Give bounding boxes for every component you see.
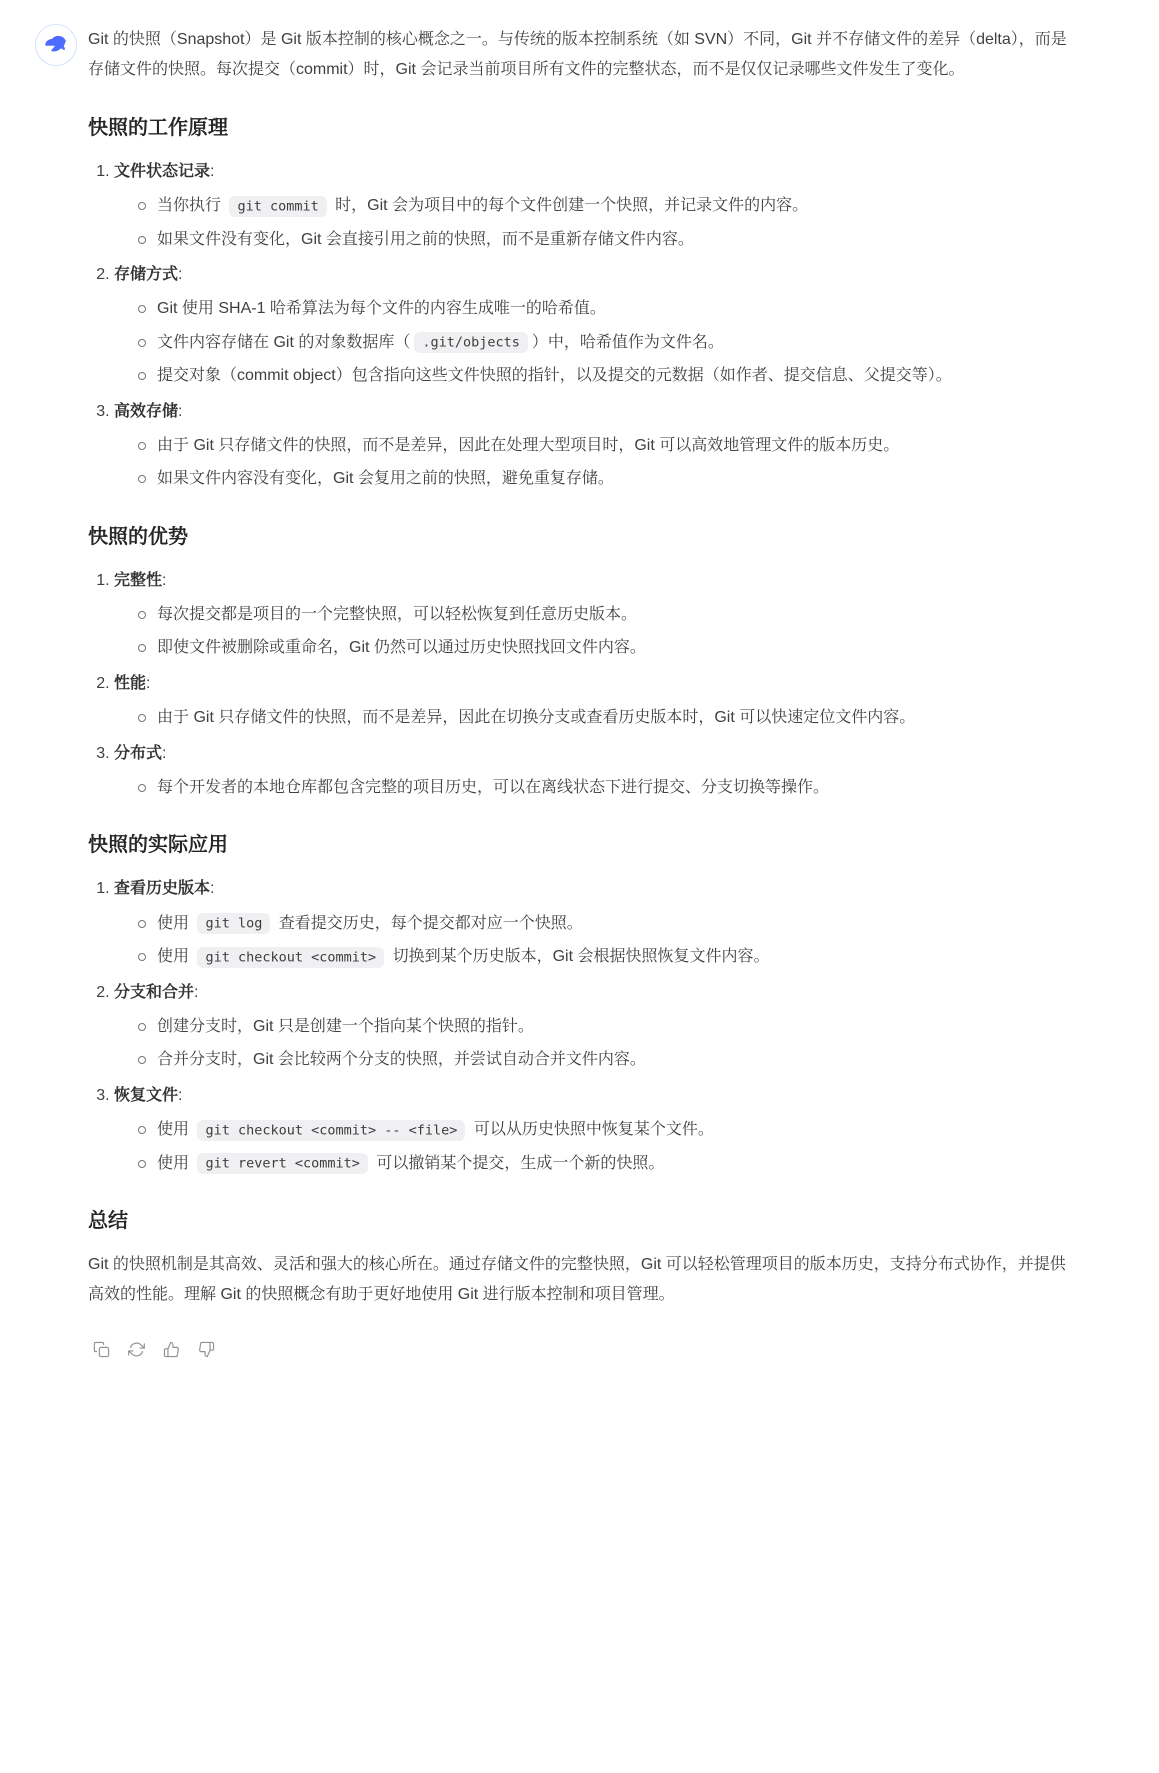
bullet-list	[114, 773, 1078, 803]
thumbs-up-icon	[163, 1341, 180, 1358]
ordered-list	[88, 874, 1078, 1179]
copy-button[interactable]	[90, 1339, 112, 1361]
bullet-list	[114, 1115, 1078, 1179]
bullet-item: 使用 git checkout <commit> 切换到某个历史版本，Git 会根据快照恢复文件内容。	[138, 942, 1078, 972]
list-item-label: 性能	[114, 674, 147, 692]
bullet-item: 每个开发者的本地仓库都包含完整的项目历史，可以在离线状态下进行提交、分支切换等操作。	[138, 773, 1078, 803]
list-item: 1. 查看历史版本: 使用 git log 查看提交历史，每个提交都对应一个快照。 使用 git checkout <commit> 切换到某个历史版本，Git 会根据快照恢复文件内容。	[114, 874, 1078, 972]
inline-code: .git/objects	[414, 332, 528, 353]
bullet-item: 创建分支时，Git 只是创建一个指向某个快照的指针。	[138, 1012, 1078, 1042]
like-button[interactable]	[160, 1339, 182, 1361]
bullet-list	[114, 703, 1078, 733]
bullet-item: 使用 git revert <commit> 可以撤销某个提交，生成一个新的快照。	[138, 1149, 1078, 1179]
bullet-item: 文件内容存储在 Git 的对象数据库（ .git/objects ）中，哈希值作为文件名。	[138, 328, 1078, 358]
bullet-item: 提交对象（commit object）包含指向这些文件快照的指针，以及提交的元数据（如作者、提交信息、父提交等）。	[138, 361, 1078, 391]
list-item: 2. 性能: 由于 Git 只存储文件的快照，而不是差异，因此在切换分支或查看历史版本时，Git 可以快速定位文件内容。	[114, 669, 1078, 734]
bullet-item: 如果文件内容没有变化，Git 会复用之前的快照，避免重复存储。	[138, 464, 1078, 494]
deepseek-whale-icon	[43, 32, 69, 58]
message-actions	[88, 1339, 1078, 1361]
bullet-item: 每次提交都是项目的一个完整快照，可以轻松恢复到任意历史版本。	[138, 600, 1078, 630]
bullet-item: 即使文件被删除或重命名，Git 仍然可以通过历史快照找回文件内容。	[138, 633, 1078, 663]
section-heading: 快照的工作原理	[88, 116, 228, 139]
message-content	[88, 22, 1078, 1361]
inline-code: git checkout <commit> -- <file>	[197, 1120, 465, 1141]
list-item: 3. 恢复文件: 使用 git checkout <commit> -- <file> 可以从历史快照中恢复某个文件。 使用 git revert <commit> 可以撤销某个提交，生成一个新的快照。	[114, 1081, 1078, 1179]
list-item-label: 分支和合并	[114, 983, 195, 1001]
list-item: 1. 完整性: 每次提交都是项目的一个完整快照，可以轻松恢复到任意历史版本。 即使文件被删除或重命名，Git 仍然可以通过历史快照找回文件内容。	[114, 566, 1078, 664]
inline-code: git commit	[229, 196, 326, 217]
list-item-label: 恢复文件	[114, 1086, 179, 1104]
inline-code: git log	[197, 913, 270, 934]
bullet-list	[114, 600, 1078, 664]
bullet-list	[114, 431, 1078, 495]
inline-code: git revert <commit>	[197, 1153, 367, 1174]
bullet-item: 由于 Git 只存储文件的快照，而不是差异，因此在切换分支或查看历史版本时，Git 可以快速定位文件内容。	[138, 703, 1078, 733]
assistant-avatar	[35, 24, 77, 66]
copy-icon	[93, 1341, 110, 1358]
ordered-list	[88, 566, 1078, 804]
regenerate-button[interactable]	[125, 1339, 147, 1361]
dislike-button[interactable]	[195, 1339, 217, 1361]
list-item-label: 查看历史版本	[114, 880, 211, 898]
bullet-list	[114, 909, 1078, 973]
list-item-label: 完整性	[114, 571, 163, 589]
bullet-list	[114, 1012, 1078, 1076]
list-item: 1. 文件状态记录: 当你执行 git commit 时，Git 会为项目中的每个文件创建一个快照，并记录文件的内容。 如果文件没有变化，Git 会直接引用之前的快照，而不是重新存储文件内容。	[114, 157, 1078, 255]
ordered-list	[88, 157, 1078, 495]
bullet-item: 使用 git log 查看提交历史，每个提交都对应一个快照。	[138, 909, 1078, 939]
bullet-item: Git 使用 SHA-1 哈希算法为每个文件的内容生成唯一的哈希值。	[138, 294, 1078, 324]
bullet-item: 使用 git checkout <commit> -- <file> 可以从历史快照中恢复某个文件。	[138, 1115, 1078, 1145]
list-item-label: 高效存储	[114, 402, 179, 420]
list-item: 3. 分布式: 每个开发者的本地仓库都包含完整的项目历史，可以在离线状态下进行提交、分支切换等操作。	[114, 739, 1078, 804]
intro-paragraph: Git 的快照（Snapshot）是 Git 版本控制的核心概念之一。与传统的版本控制系统（如 SVN）不同，Git 并不存储文件的差异（delta），而是存储文件的快照。每次提交（commit）时，Git 会记录当前项目所有文件的完整状态，而不是仅仅记录哪些文件发生了变化。	[88, 31, 1067, 79]
section-heading: 快照的优势	[88, 525, 188, 548]
bullet-item: 由于 Git 只存储文件的快照，而不是差异，因此在处理大型项目时，Git 可以高效地管理文件的版本历史。	[138, 431, 1078, 461]
thumbs-down-icon	[198, 1341, 215, 1358]
inline-code: git checkout <commit>	[197, 947, 384, 968]
regenerate-icon	[128, 1341, 145, 1358]
list-item: 2. 存储方式: Git 使用 SHA-1 哈希算法为每个文件的内容生成唯一的哈希值。 文件内容存储在 Git 的对象数据库（ .git/objects ）中，哈希值作为文件名。 提交对象（commit object）包含指向这些文件快照的指针，以及提交的元数据（如作者、提交信息、父提交等）。	[114, 260, 1078, 392]
bullet-item: 合并分支时，Git 会比较两个分支的快照，并尝试自动合并文件内容。	[138, 1045, 1078, 1075]
list-item: 3. 高效存储: 由于 Git 只存储文件的快照，而不是差异，因此在处理大型项目时，Git 可以高效地管理文件的版本历史。 如果文件内容没有变化，Git 会复用之前的快照，避免重复存储。	[114, 397, 1078, 495]
list-item-label: 分布式	[114, 744, 163, 762]
list-item: 2. 分支和合并: 创建分支时，Git 只是创建一个指向某个快照的指针。 合并分支时，Git 会比较两个分支的快照，并尝试自动合并文件内容。	[114, 978, 1078, 1076]
summary-paragraph: Git 的快照机制是其高效、灵活和强大的核心所在。通过存储文件的完整快照，Git 可以轻松管理项目的版本历史，支持分布式协作，并提供高效的性能。理解 Git 的快照概念有助于更好地使用 Git 进行版本控制和项目管理。	[88, 1255, 1066, 1304]
bullet-list	[114, 294, 1078, 391]
list-item-label: 存储方式	[114, 265, 179, 283]
summary-heading: 总结	[88, 1209, 128, 1232]
bullet-list	[114, 191, 1078, 255]
sections	[88, 113, 1078, 1179]
list-item-label: 文件状态记录	[114, 162, 211, 180]
bullet-item: 当你执行 git commit 时，Git 会为项目中的每个文件创建一个快照，并记录文件的内容。	[138, 191, 1078, 221]
section-heading: 快照的实际应用	[88, 834, 228, 857]
bullet-item: 如果文件没有变化，Git 会直接引用之前的快照，而不是重新存储文件内容。	[138, 225, 1078, 255]
